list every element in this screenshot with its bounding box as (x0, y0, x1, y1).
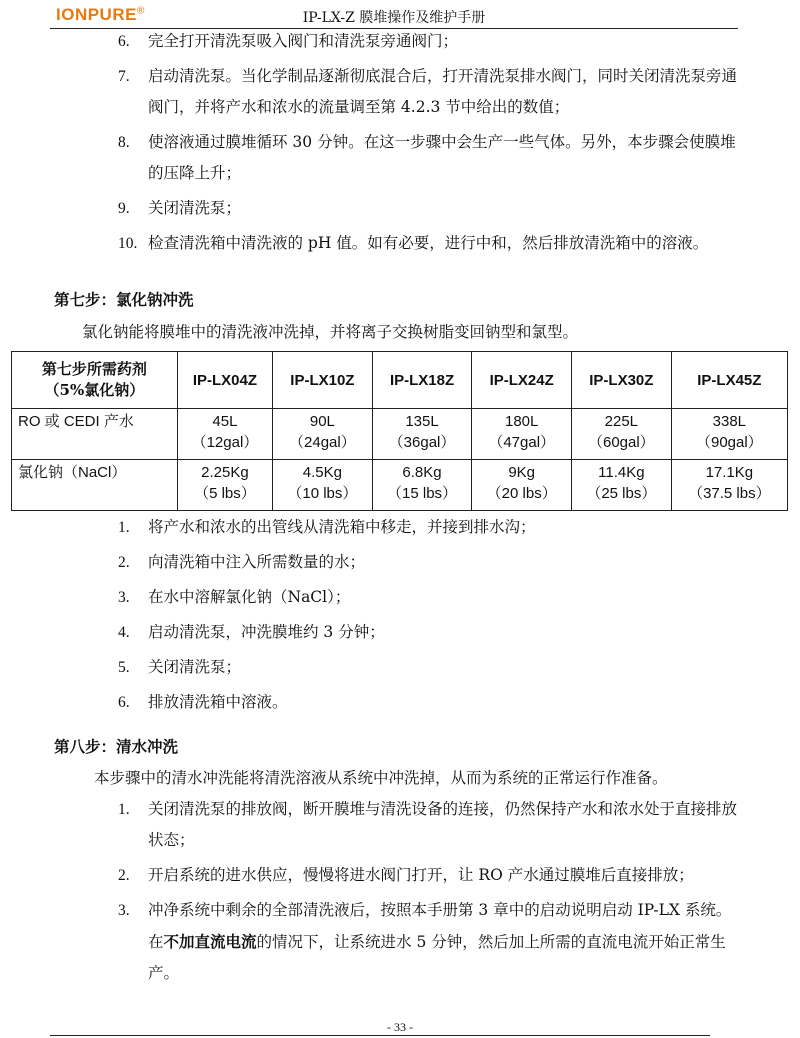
list-item: 6. 排放清洗箱中溶液。 (118, 693, 288, 711)
step8-heading: 第八步：清水冲洗 (54, 737, 179, 756)
table-cell: 338L （90gal） (671, 409, 787, 460)
row-label: RO 或 CEDI 产水 (12, 409, 178, 460)
emphasis-text: 不加直流电流 (163, 932, 257, 951)
table-header-row (12, 352, 788, 409)
list-item: 1. 关闭清洗泵的排放阀，断开膜堆与清洗设备的连接，仍然保持产水和浓水处于直接排放状态； (118, 800, 738, 849)
table-cell: 17.1Kg （37.5 lbs） (671, 460, 787, 511)
model-header: IP-LX10Z (273, 352, 373, 409)
step8-intro: 本步骤中的清水冲洗能将清洗溶液从系统中冲洗掉，从而为系统的正常运行作准备。 (94, 769, 668, 787)
table-cell: 9Kg （20 lbs） (472, 460, 572, 511)
table-cell: 45L （12gal） (177, 409, 272, 460)
table-cell: 90L （24gal） (273, 409, 373, 460)
list-item: 4. 启动清洗泵，冲洗膜堆约 3 分钟； (118, 623, 385, 641)
table-cell: 6.8Kg （15 lbs） (372, 460, 472, 511)
model-header: IP-LX30Z (572, 352, 672, 409)
ionpure-logo: IONPURE® (56, 5, 145, 24)
table-row (12, 460, 788, 511)
list-item: 10. 检查清洗箱中清洗液的 pH 值。如有必要，进行中和，然后排放清洗箱中的溶液。 (118, 234, 709, 252)
step7-heading: 第七步：氯化钠冲洗 (54, 290, 194, 309)
document-title: IP-LX-Z 膜堆操作及维护手册 (302, 10, 486, 26)
list-item: 7. 启动清洗泵。当化学制品逐渐彻底混合后，打开清洗泵排水阀门，同时关闭清洗泵旁通阀门，并将产水和浓水的流量调至第 4.2.3 节中给出的数值； (118, 67, 738, 116)
step6-list (0, 26, 800, 259)
list-item: 3. 在水中溶解氯化钠（NaCl）； (118, 588, 351, 606)
list-item: 6. 完全打开清洗泵吸入阀门和清洗泵旁通阀门； (118, 32, 459, 50)
model-header: IP-LX24Z (472, 352, 572, 409)
row-label: 氯化钠（NaCl） (12, 460, 178, 511)
model-header: IP-LX04Z (177, 352, 272, 409)
list-item: 2. 开启系统的进水供应，慢慢将进水阀门打开，让 RO 产水通过膜堆后直接排放； (118, 866, 694, 884)
table-cell: 4.5Kg （10 lbs） (273, 460, 373, 511)
model-header: IP-LX18Z (372, 352, 472, 409)
list-item: 5. 关闭清洗泵； (118, 658, 242, 676)
list-item: 3. 冲净系统中剩余的全部清洗液后，按照本手册第 3 章中的启动说明启动 IP-LX 系统。在不加直流电流的情况下，让系统进水 5 分钟，然后加上所需的直流电流开始正常生产。 (118, 901, 732, 982)
model-header: IP-LX45Z (671, 352, 787, 409)
table-cell: 135L （36gal） (372, 409, 472, 460)
page-number: - 33 - (387, 1020, 413, 1034)
list-item: 2. 向清洗箱中注入所需数量的水； (118, 553, 366, 571)
list-item: 8. 使溶液通过膜堆循环 30 分钟。在这一步骤中会生产一些气体。另外，本步骤会使膜堆的压降上升； (118, 133, 736, 182)
step7-intro: 氯化钠能将膜堆中的清洗液冲洗掉，并将离子交换树脂变回钠型和氯型。 (82, 323, 579, 341)
table-corner-cell: 第七步所需药剂 （5%氯化钠） (12, 352, 178, 409)
chemical-dosage-table (11, 351, 788, 511)
table-cell: 225L （60gal） (572, 409, 672, 460)
table-cell: 11.4Kg （25 lbs） (572, 460, 672, 511)
footer-divider (50, 1035, 710, 1036)
table-cell: 2.25Kg （5 lbs） (177, 460, 272, 511)
step8-list (0, 794, 800, 989)
list-item: 1. 将产水和浓水的出管线从清洗箱中移走，并接到排水沟； (118, 518, 536, 536)
list-item: 9. 关闭清洗泵； (118, 199, 242, 217)
table-cell: 180L （47gal） (472, 409, 572, 460)
step7-list (0, 512, 596, 718)
table-row (12, 409, 788, 460)
